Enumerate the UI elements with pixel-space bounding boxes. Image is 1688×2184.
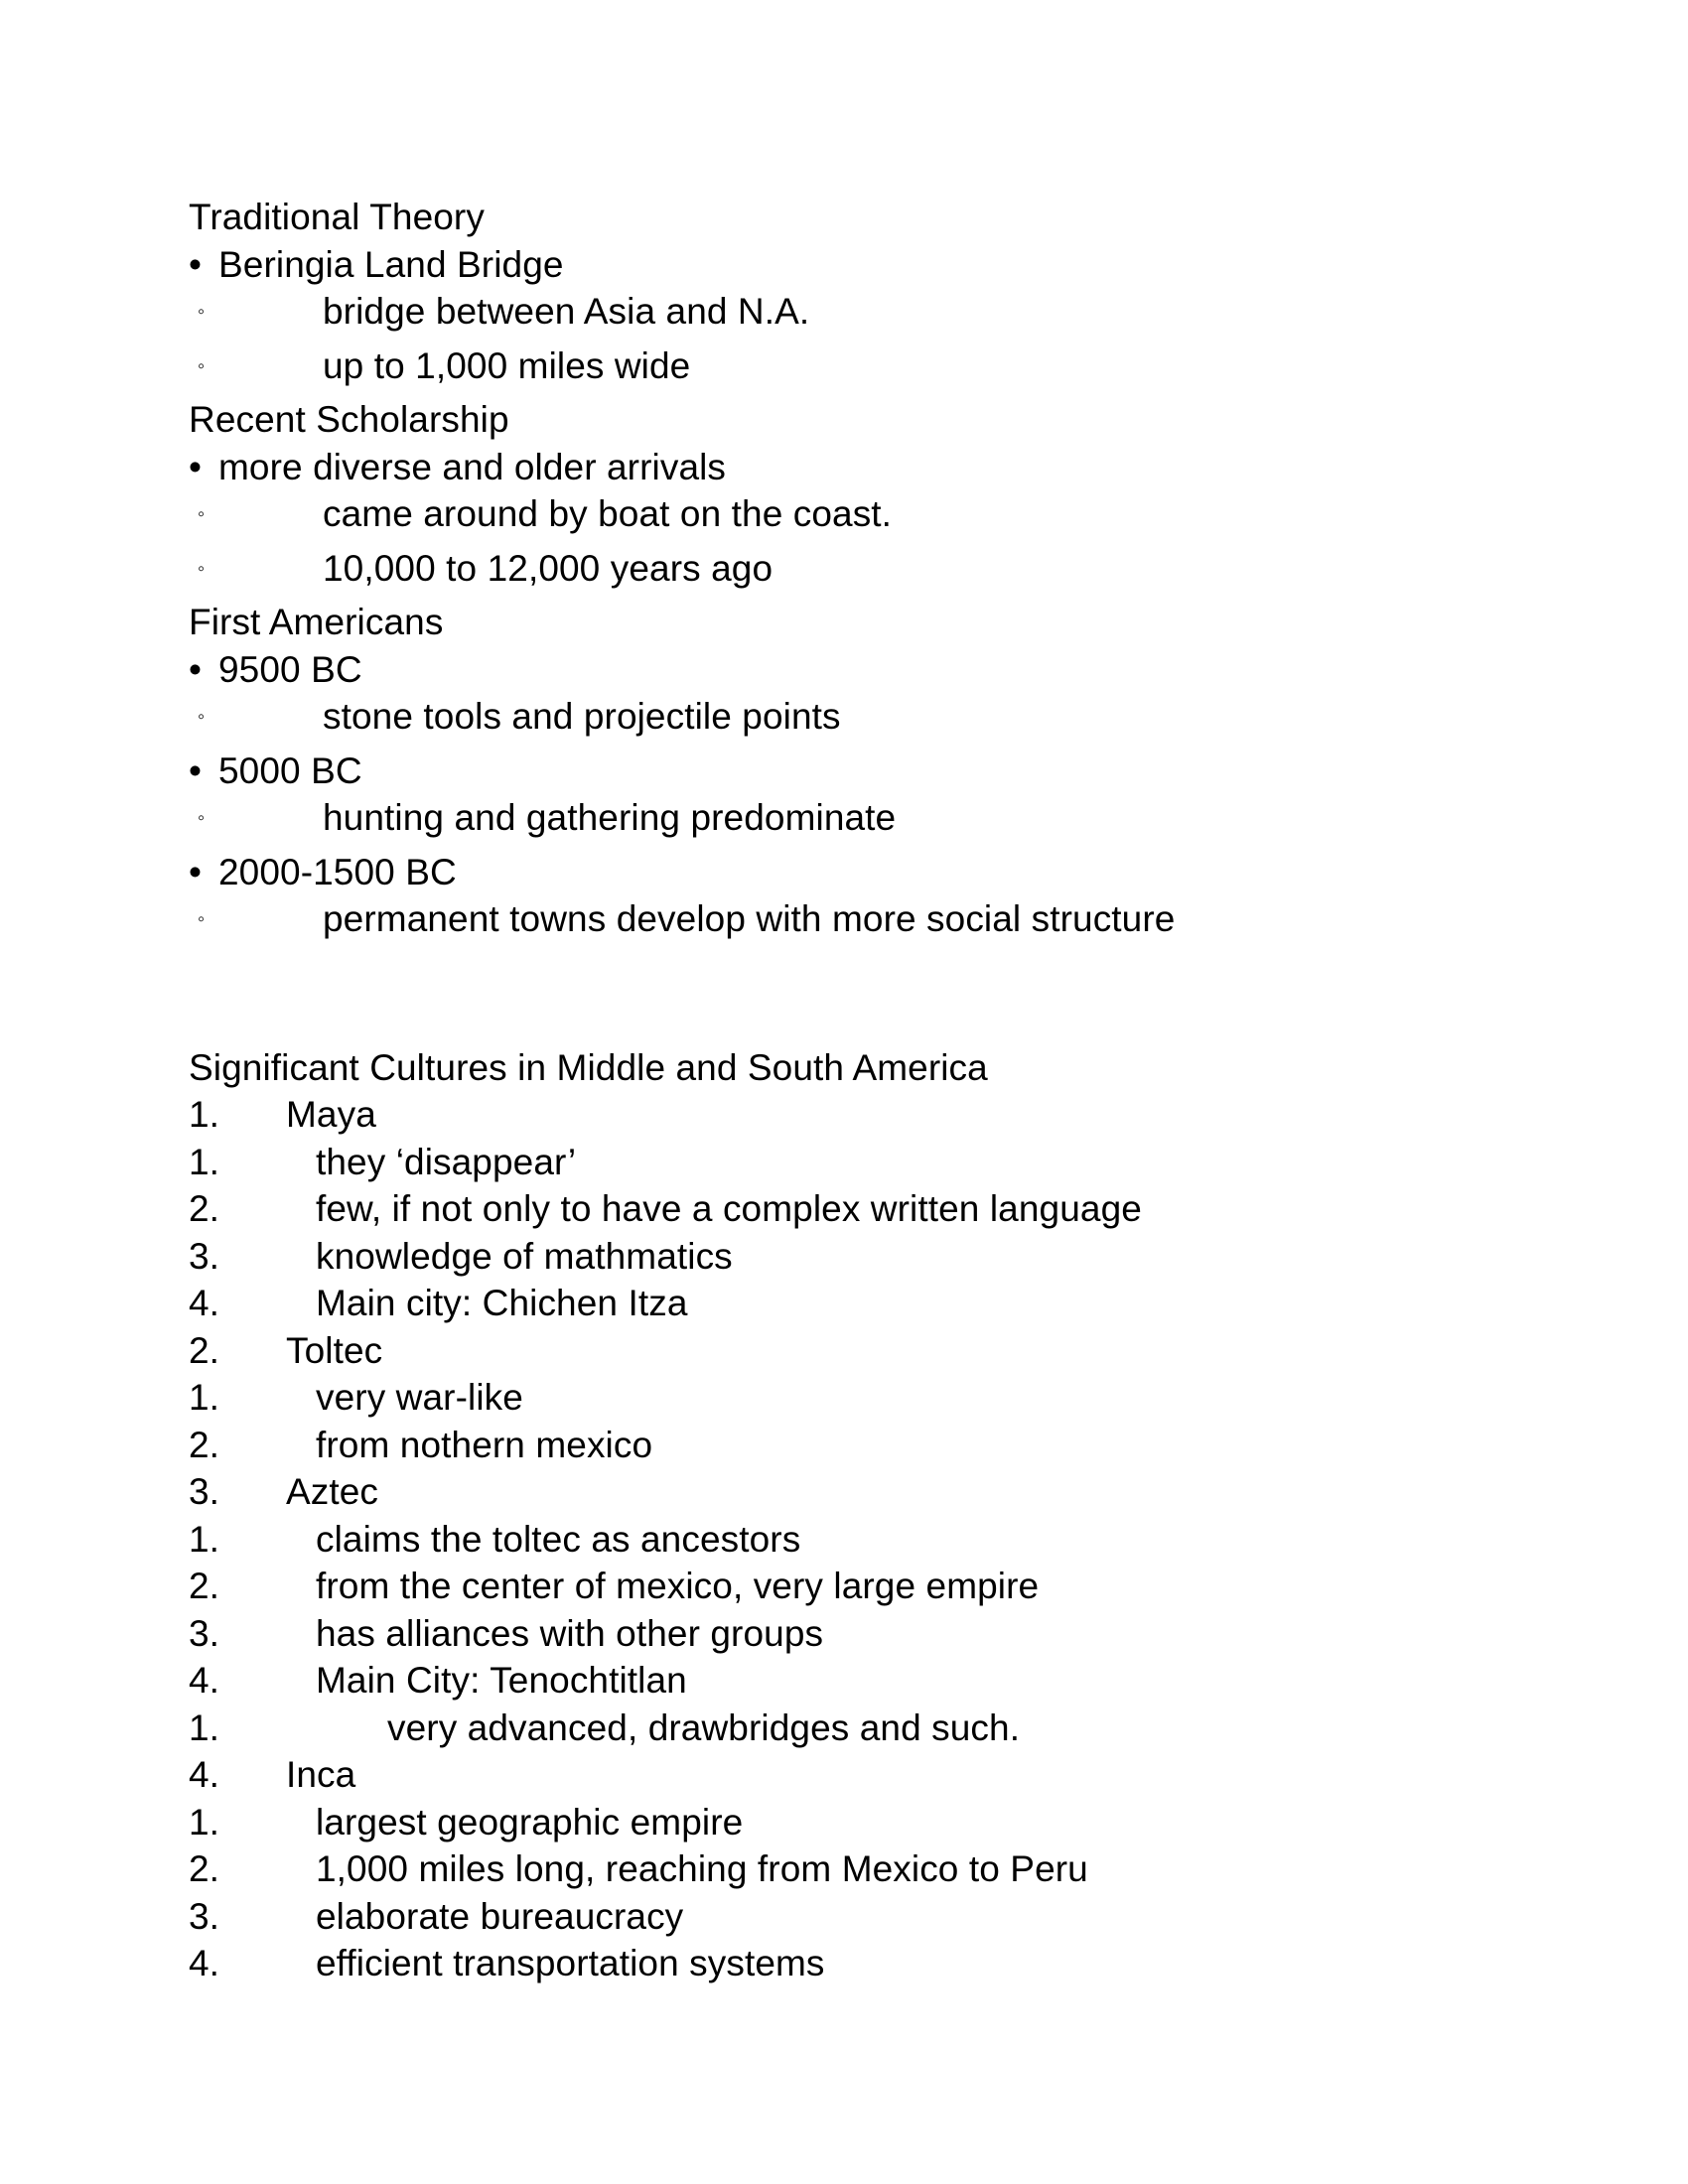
- bullet-marker-icon: ◦: [198, 503, 206, 525]
- outline-item: [189, 1799, 1519, 1846]
- bullet-marker-icon: ◦: [198, 706, 206, 728]
- bullet-marker-icon: ◦: [198, 807, 206, 829]
- number-marker: 3.: [189, 1612, 220, 1654]
- outline-item-text: Inca: [286, 1754, 356, 1795]
- outline-item-text: Aztec: [286, 1471, 379, 1512]
- outline-item: [189, 490, 1519, 545]
- outline-item: [189, 1751, 1519, 1799]
- number-marker: 2.: [189, 1424, 220, 1465]
- outline-item: [189, 342, 1519, 397]
- outline-item-text: Beringia Land Bridge: [218, 243, 564, 285]
- outline-item: [189, 693, 1519, 748]
- outline-item: [189, 1610, 1519, 1658]
- outline-item: [189, 646, 1519, 694]
- outline-item: [189, 1657, 1519, 1705]
- outline-item-text: bridge between Asia and N.A.: [323, 291, 810, 332]
- bullet-marker-icon: ◦: [198, 354, 206, 377]
- section-spacer: [189, 950, 1519, 1044]
- bullet-marker-icon: ◦: [198, 908, 206, 930]
- outline-item: [189, 1422, 1519, 1469]
- outline-item-text: 10,000 to 12,000 years ago: [323, 547, 774, 589]
- number-marker: 1.: [189, 1801, 220, 1843]
- number-marker: 4.: [189, 1660, 220, 1701]
- section-heading-text: Recent Scholarship: [189, 399, 509, 440]
- outline-item: [189, 1185, 1519, 1233]
- outline-item-text: elaborate bureaucracy: [316, 1895, 684, 1937]
- outline-item: [189, 1563, 1519, 1610]
- number-marker: 2.: [189, 1188, 220, 1229]
- outline-item: [189, 1893, 1519, 1941]
- bullet-marker-icon: •: [189, 243, 203, 285]
- outline-item: [189, 1280, 1519, 1327]
- outline-item-text: Toltec: [286, 1329, 383, 1371]
- outline-item: [189, 545, 1519, 600]
- bullet-marker-icon: •: [189, 648, 203, 690]
- outline-item-text: 5000 BC: [218, 750, 362, 791]
- number-marker: 2.: [189, 1566, 220, 1606]
- outline-item-text: 1,000 miles long, reaching from Mexico to Peru: [316, 1848, 1088, 1889]
- outline-item-text: came around by boat on the coast.: [323, 493, 893, 534]
- number-marker: 3.: [189, 1895, 220, 1937]
- number-marker: 1.: [189, 1094, 220, 1135]
- outline-item: [189, 1327, 1519, 1375]
- section-heading: [189, 194, 1519, 241]
- number-marker: 1.: [189, 1141, 220, 1182]
- section-heading-text: First Americans: [189, 602, 444, 642]
- document-body: [189, 194, 1519, 1987]
- outline-item: [189, 1516, 1519, 1564]
- bullet-marker-icon: •: [189, 851, 203, 892]
- outline-item-text: hunting and gathering predominate: [323, 797, 897, 838]
- outline-item-text: 9500 BC: [218, 648, 362, 690]
- outline-item: [189, 1374, 1519, 1422]
- outline-item-text: few, if not only to have a complex written language: [316, 1188, 1142, 1229]
- outline-item: [189, 1845, 1519, 1893]
- bullet-marker-icon: •: [189, 750, 203, 791]
- outline-item-text: knowledge of mathmatics: [316, 1235, 733, 1277]
- outline-item: [189, 288, 1519, 342]
- number-marker: 3.: [189, 1471, 220, 1512]
- outline-item: [189, 1705, 1519, 1752]
- number-marker: 3.: [189, 1235, 220, 1277]
- number-marker: 1.: [189, 1706, 220, 1748]
- outline-item-text: Main city: Chichen Itza: [316, 1283, 688, 1323]
- outline-item-text: they ‘disappear’: [316, 1141, 577, 1182]
- outline-item: [189, 794, 1519, 849]
- outline-item: [189, 1940, 1519, 1987]
- outline-item: [189, 444, 1519, 491]
- outline-item: [189, 849, 1519, 896]
- number-marker: 4.: [189, 1943, 220, 1983]
- outline-item: [189, 241, 1519, 289]
- section-heading-text: Significant Cultures in Middle and South America: [189, 1046, 988, 1088]
- outline-item-text: up to 1,000 miles wide: [323, 344, 691, 386]
- outline-item: [189, 895, 1519, 950]
- number-marker: 4.: [189, 1754, 220, 1795]
- outline-item: [189, 748, 1519, 795]
- section-heading: [189, 1044, 1519, 1092]
- outline-item-text: stone tools and projectile points: [323, 696, 841, 737]
- outline-item-text: claims the toltec as ancestors: [316, 1518, 801, 1560]
- number-marker: 1.: [189, 1377, 220, 1418]
- outline-item: [189, 1468, 1519, 1516]
- outline-item-text: more diverse and older arrivals: [218, 446, 727, 487]
- outline-item-text: very war-like: [316, 1377, 523, 1418]
- outline-item-text: Maya: [286, 1094, 376, 1135]
- outline-item-text: permanent towns develop with more social structure: [323, 898, 1176, 939]
- outline-item: [189, 1091, 1519, 1139]
- outline-item-text: Main City: Tenochtitlan: [316, 1660, 687, 1701]
- outline-item-text: 2000-1500 BC: [218, 851, 457, 892]
- outline-item-text: from nothern mexico: [316, 1424, 653, 1465]
- section-heading: [189, 396, 1519, 444]
- outline-item-text: from the center of mexico, very large empire: [316, 1566, 1040, 1606]
- number-marker: 2.: [189, 1329, 220, 1371]
- section-heading-text: Traditional Theory: [189, 197, 485, 237]
- outline-item-text: very advanced, drawbridges and such.: [387, 1706, 1021, 1748]
- outline-item-text: has alliances with other groups: [316, 1612, 824, 1654]
- number-marker: 4.: [189, 1283, 220, 1323]
- outline-item: [189, 1139, 1519, 1186]
- outline-item-text: largest geographic empire: [316, 1801, 744, 1843]
- bullet-marker-icon: •: [189, 446, 203, 487]
- bullet-marker-icon: ◦: [198, 557, 206, 580]
- number-marker: 2.: [189, 1848, 220, 1889]
- number-marker: 1.: [189, 1518, 220, 1560]
- section-heading: [189, 599, 1519, 646]
- outline-item: [189, 1233, 1519, 1281]
- bullet-marker-icon: ◦: [198, 301, 206, 323]
- outline-item-text: efficient transportation systems: [316, 1943, 825, 1983]
